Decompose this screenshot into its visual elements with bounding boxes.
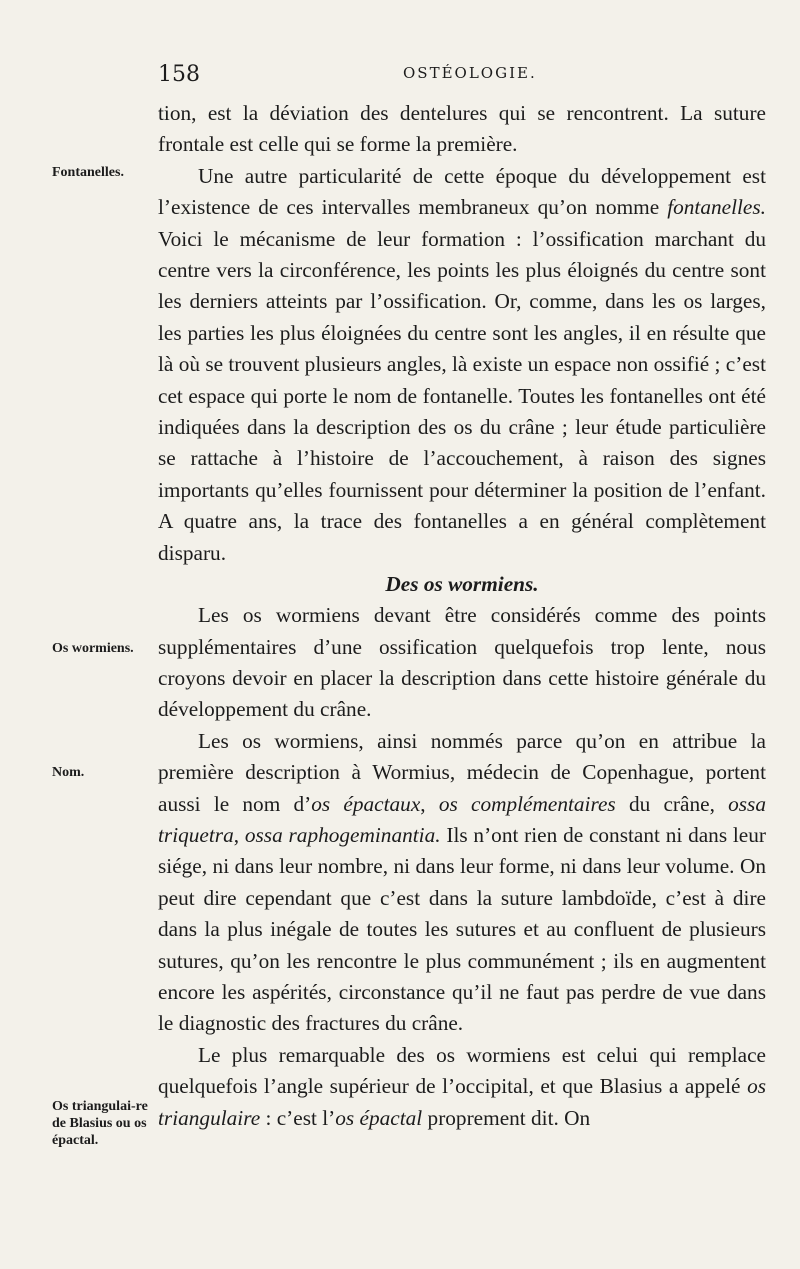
text-span: Voici le mécanisme de leur formation : l’ossification marchant du centre vers la circonférence, les points les plus éloignés du centre sont les derniers atteints par l’ossification. Or, comme, dans les os larges, les parties les plus éloignées du centre sont les angles, il en résulte que là où se trouvent plusieurs angles, là existe un espace non ossifié ; c’est cet espace qui porte le nom de fontanelle. Toutes les fontanelles ont été indiquées dans la description des os du crâne ; leur étude particulière se rattache à l’histoire de l’accouchement, à raison des signes importants qu’elles fournissent pour déterminer la position de l’enfant. A quatre ans, la trace des fontanelles a en général complètement disparu.: [158, 226, 766, 565]
section-heading: Des os wormiens.: [385, 572, 539, 597]
text-span: ,: [420, 791, 439, 816]
text-span: proprement dit. On: [422, 1105, 591, 1130]
italic-term: os triangulaire: [158, 1074, 766, 1130]
italic-term: fontanelles.: [667, 195, 766, 220]
italic-term: os épactal: [335, 1105, 423, 1130]
margin-note-os-triangulaire: Os triangulai-re de Blasius ou os épactal.: [52, 1099, 148, 1148]
paragraph-suture: tion, est la déviation des dentelures qui se rencontrent. La suture frontale est celle qui se forme la première.: [158, 101, 766, 157]
margin-note-nom: Nom.: [52, 765, 85, 780]
text-span: Les os wormiens, ainsi nommés parce qu’on en attribue la première description à Wormius, médecin de Copenhague, portent aussi le nom d’: [158, 728, 766, 816]
margin-note-os-wormiens: Os wormiens.: [52, 641, 134, 656]
italic-term: ossa triquetra: [158, 791, 766, 847]
text-span: : c’est l’: [260, 1105, 336, 1130]
paragraph-fontanelles: [158, 161, 766, 569]
paragraph-os-wormiens: Les os wormiens devant être considérés comme des points supplémentaires d’une ossification quelquefois trop lente, nous croyons devoir en placer la description dans cette histoire générale du développement du crâne.: [158, 603, 766, 722]
italic-term: os complémentaires: [438, 791, 616, 816]
paragraph-os-epactal: [158, 1040, 766, 1134]
main-text: [158, 98, 766, 1134]
running-title: OSTÉOLOGIE.: [403, 64, 537, 82]
text-span: du crâne,: [615, 791, 729, 816]
margin-note-fontanelles: Fontanelles.: [52, 165, 124, 180]
text-span: Ils n’ont rien de constant ni dans leur siége, ni dans leur nombre, ni dans leur forme, ni dans leur volume. On peut dire cependant que c’est dans la suture lambdoïde, c’est à dire dans la plus inégale de toutes les sutures et au confluent de plusieurs sutures, qu’on les rencontre le plus communément ; ils en augmentent encore les aspérités, circonstance qu’il ne faut pas perdre de vue dans le diagnostic des fractures du crâne.: [158, 822, 767, 1036]
text-span: Une autre particularité de cette époque du développement est l’existence de ces intervalles membraneux qu’on nomme: [158, 163, 766, 220]
text-span: ,: [233, 822, 245, 847]
italic-term: ossa raphogeminantia.: [244, 822, 441, 847]
page-header: [158, 62, 758, 90]
italic-term: os épactaux: [311, 791, 421, 816]
paragraph-nom: [158, 726, 766, 1040]
text-span: Le plus remarquable des os wormiens est celui qui remplace quelquefois l’angle supérieur de l’occipital, et que Blasius a appelé: [158, 1042, 766, 1099]
page-number: 158: [158, 62, 200, 87]
